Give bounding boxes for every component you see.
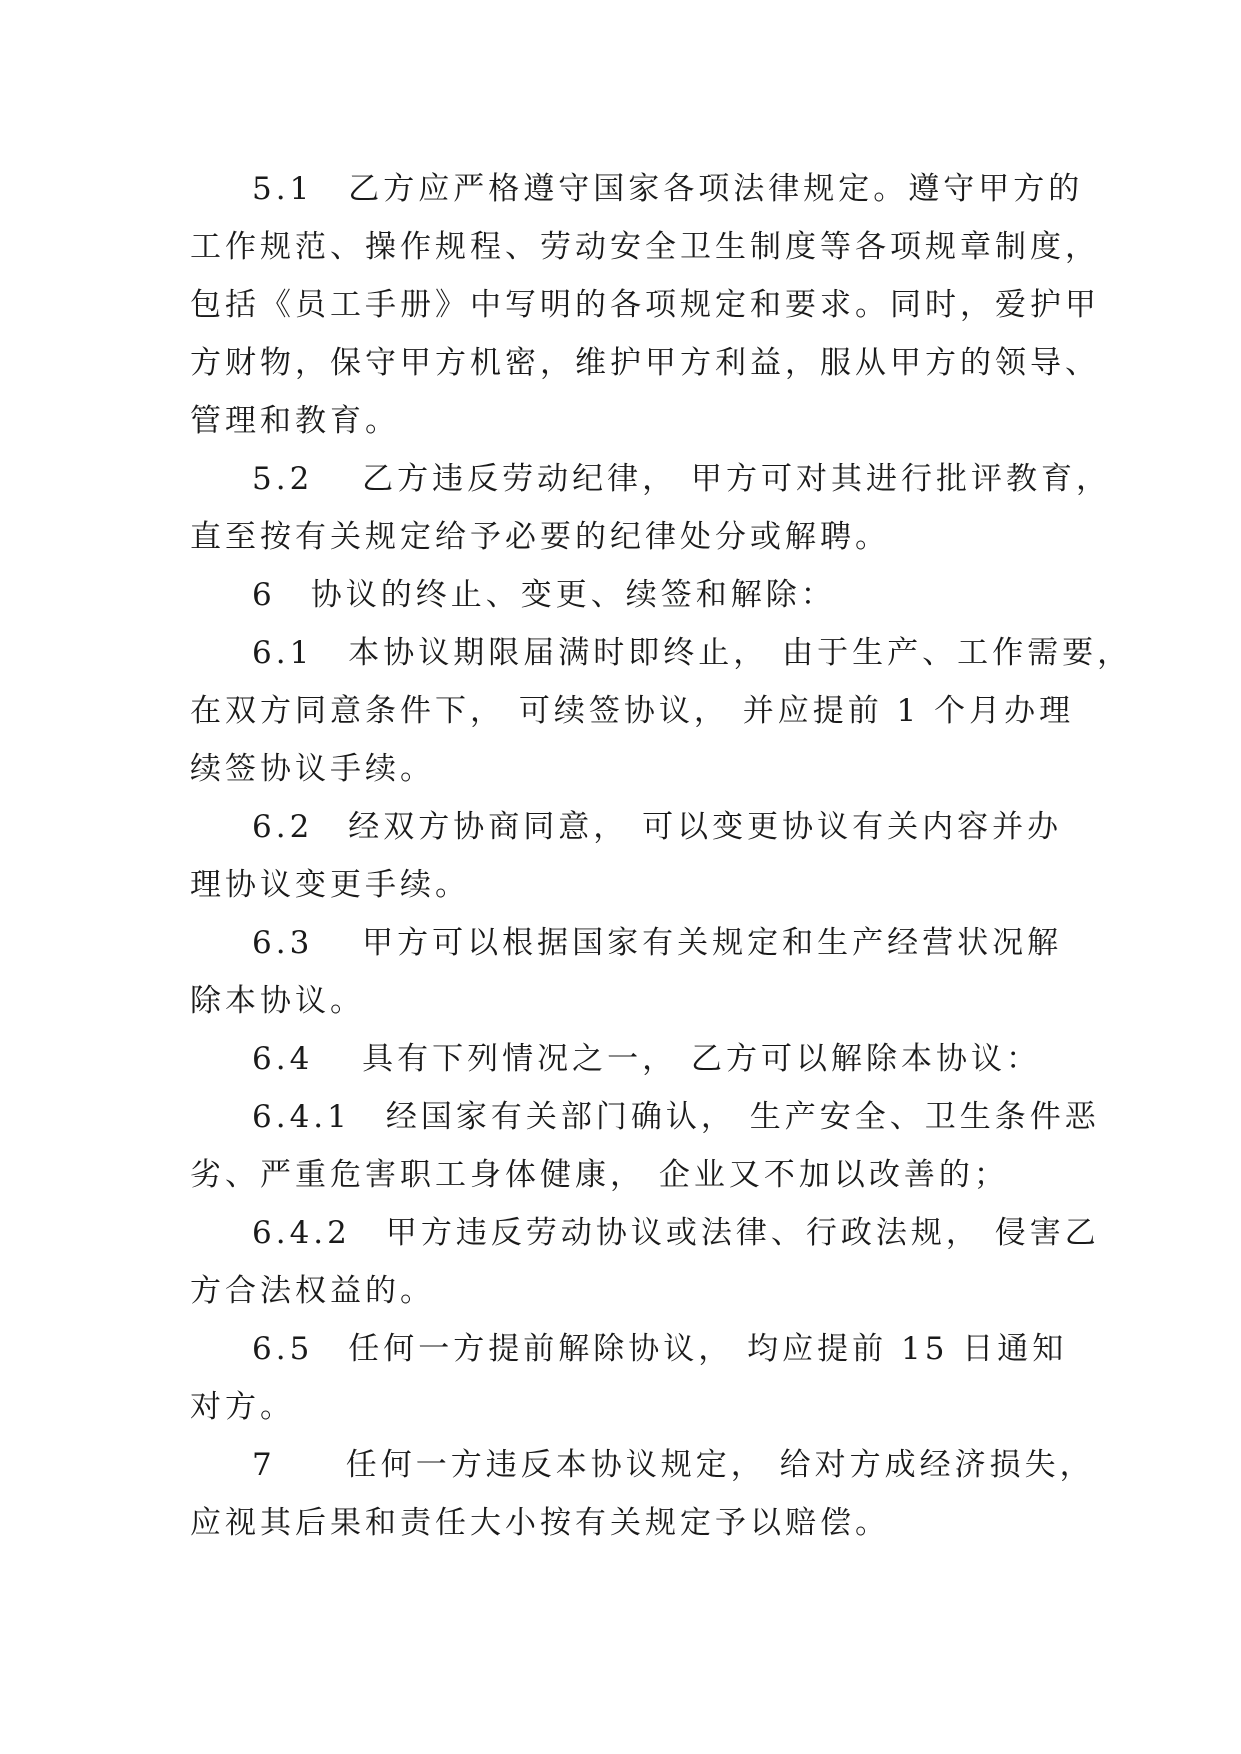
text-line: 管理和教育。 <box>190 403 400 439</box>
text-line: 包括《员工手册》中写明的各项规定和要求。同时，爱护甲 <box>190 287 1100 323</box>
text-line: 工作规范、操作规程、劳动安全卫生制度等各项规章制度， <box>190 229 1100 265</box>
text-line: 6.5 任何一方提前解除协议， 均应提前 15 日通知 <box>252 1331 1068 1367</box>
contract-body <box>190 160 1133 1552</box>
text-line: 6.4.2 甲方违反劳动协议或法律、行政法规， 侵害乙 <box>252 1215 1100 1251</box>
text-line: 6.2 经双方协商同意， 可以变更协议有关内容并办 <box>252 809 1063 845</box>
text-line: 6.3 甲方可以根据国家有关规定和生产经营状况解 <box>252 925 1063 961</box>
text-line: 除本协议。 <box>190 983 365 1019</box>
text-line: 续签协议手续。 <box>190 751 435 787</box>
text-line: 应视其后果和责任大小按有关规定予以赔偿。 <box>190 1505 890 1541</box>
section-heading: 6 协议的终止、变更、续签和解除： <box>252 577 836 613</box>
text-line: 对方。 <box>190 1389 295 1425</box>
text-line: 劣、严重危害职工身体健康， 企业又不加以改善的； <box>190 1157 1009 1193</box>
text-line: 6.4 具有下列情况之一， 乙方可以解除本协议： <box>252 1041 1042 1077</box>
text-line: 方合法权益的。 <box>190 1273 435 1309</box>
text-line: 5.1 乙方应严格遵守国家各项法律规定。遵守甲方的 <box>252 171 1084 207</box>
text-line: 7 任何一方违反本协议规定， 给对方成经济损失， <box>252 1447 1095 1483</box>
text-line: 6.1 本协议期限届满时即终止， 由于生产、工作需要， <box>252 635 1133 671</box>
text-line: 6.4.1 经国家有关部门确认， 生产安全、卫生条件恶 <box>252 1099 1100 1135</box>
text-line: 理协议变更手续。 <box>190 867 470 903</box>
text-line: 直至按有关规定给予必要的纪律处分或解聘。 <box>190 519 890 555</box>
text-line: 5.2 乙方违反劳动纪律， 甲方可对其进行批评教育， <box>252 461 1112 497</box>
text-line: 在双方同意条件下， 可续签协议， 并应提前 1 个月办理 <box>190 693 1075 729</box>
text-line: 方财物，保守甲方机密，维护甲方利益，服从甲方的领导、 <box>190 345 1100 381</box>
